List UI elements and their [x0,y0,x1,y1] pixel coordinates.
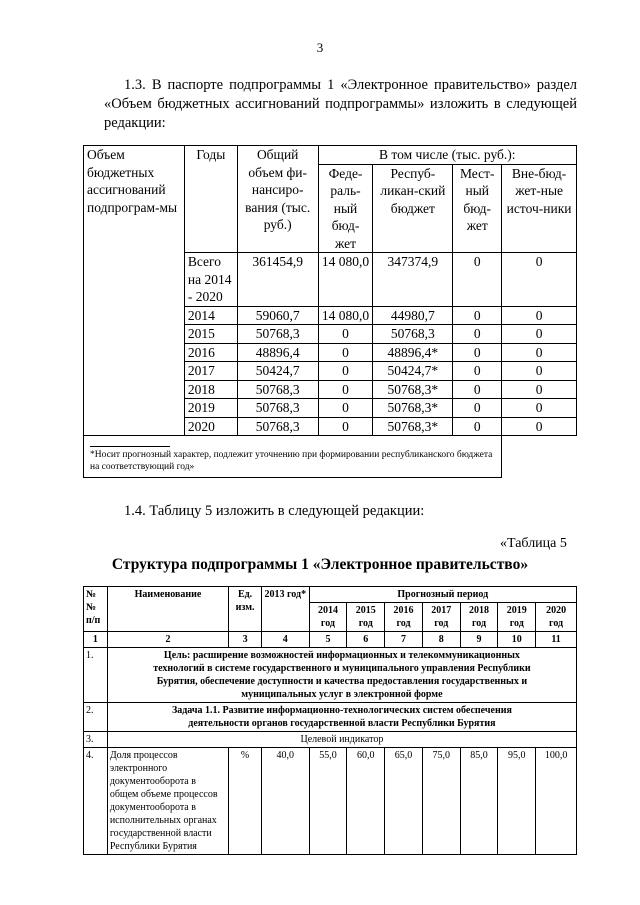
year-cell: 2017 [184,362,237,381]
value-cell: 60,0 [347,748,385,855]
republican-cell: 50768,3* [373,417,453,436]
header-2013: 2013 год* [261,587,309,632]
col-num: 4 [261,632,309,648]
paragraph-1-4: 1.4. Таблицу 5 изложить в следующей редакции: [124,503,425,519]
value-cell: 75,0 [422,748,460,855]
header-forecast: Прогнозный период [309,587,576,603]
extrabudget-cell: 0 [502,399,577,418]
republican-cell: 44980,7 [373,306,453,325]
value-cell: 95,0 [498,748,536,855]
header-year: 2015 год [347,603,385,632]
goal-text: Цель: расширение возможностей информационных и телекоммуникационных технологий в системе государственного и муниципального управления Республики Бурятия, обеспечение доступности и качества предоставления государственных и муниципальных услуг в электронной форме [107,648,576,703]
total-cell: 50768,3 [237,380,318,399]
header-year: 2016 год [385,603,423,632]
indicator-row [84,748,577,855]
republican-cell: 50768,3* [373,380,453,399]
federal-cell: 0 [318,380,373,399]
total-cell: 59060,7 [237,306,318,325]
local-cell: 0 [453,417,502,436]
header-years: Годы [184,146,237,253]
federal-cell: 0 [318,362,373,381]
task-text: Задача 1.1. Развитие информационно-технологических систем обеспечения деятельности органов государственной власти Республики Бурятия [107,703,576,732]
col-num: 9 [460,632,498,648]
budget-table [83,145,577,478]
total-cell: 48896,4 [237,343,318,362]
year-cell: 2016 [184,343,237,362]
indicator-label: Целевой индикатор [107,732,576,748]
goal-row [84,648,577,703]
col-num: 7 [385,632,423,648]
header-unit: Ед. изм. [229,587,262,632]
col-num: 1 [84,632,108,648]
indicator-header-row [84,732,577,748]
value-cell: 85,0 [460,748,498,855]
extrabudget-cell: 0 [502,380,577,399]
footnote-rule [90,446,170,447]
value-cell: 40,0 [261,748,309,855]
col-num: 2 [107,632,228,648]
row-num: 2. [84,703,108,732]
col-num: 10 [498,632,536,648]
value-cell: 100,0 [536,748,577,855]
header-year: 2020 год [536,603,577,632]
footnote-cell [84,436,502,478]
extrabudget-cell: 0 [502,362,577,381]
task-row [84,703,577,732]
extrabudget-cell: 0 [502,343,577,362]
header-republican: Респуб-ликан-ский бюджет [373,164,453,253]
row-num: 4. [84,748,108,855]
federal-cell: 0 [318,417,373,436]
local-cell: 0 [453,362,502,381]
header-year: 2017 год [422,603,460,632]
year-cell: 2020 [184,417,237,436]
year-cell: 2018 [184,380,237,399]
republican-cell: 48896,4* [373,343,453,362]
local-cell: 0 [453,253,502,307]
local-cell: 0 [453,343,502,362]
republican-cell: 50768,3* [373,399,453,418]
row-num: 1. [84,648,108,703]
total-cell: 50424,7 [237,362,318,381]
federal-cell: 0 [318,325,373,344]
federal-cell: 0 [318,399,373,418]
page-number: 3 [316,40,324,55]
value-cell: 65,0 [385,748,423,855]
total-cell: 50768,3 [237,325,318,344]
col-num: 11 [536,632,577,648]
table5-label: «Таблица 5 [500,536,567,551]
header-federal: Феде-раль-ный бюд-жет [318,164,373,253]
header-local: Мест-ный бюд-жет [453,164,502,253]
section-title: Структура подпрограммы 1 «Электронное правительство» [111,556,529,573]
header-year: 2014 год [309,603,347,632]
header-extrabudget: Вне-бюд-жет-ные источ-ники [502,164,577,253]
row-num: 3. [84,732,108,748]
republican-cell: 50424,7* [373,362,453,381]
header-num: №№ п/п [84,587,108,632]
extrabudget-cell: 0 [502,306,577,325]
federal-cell: 14 080,0 [318,306,373,325]
total-cell: 50768,3 [237,399,318,418]
local-cell: 0 [453,325,502,344]
header-budget-volume: Объем бюджетных ассигнований подпрограм-мы [84,146,185,436]
local-cell: 0 [453,380,502,399]
year-cell: Всего на 2014 - 2020 [184,253,237,307]
total-cell: 50768,3 [237,417,318,436]
republican-cell: 347374,9 [373,253,453,307]
extrabudget-cell: 0 [502,325,577,344]
header-total-financing: Общий объем фи-нансиро-вания (тыс. руб.) [237,146,318,253]
indicator-name: Доля процессов электронного документооборота в общем объеме процессов документооборота в исполнительных органах государственной власти Республики Бурятия [107,748,228,855]
col-num: 3 [229,632,262,648]
paragraph-1-3: 1.3. В паспорте подпрограммы 1 «Электронное правительство» раздел «Объем бюджетных ассигнований подпрограммы» изложить в следующей редакции: [104,77,577,131]
year-cell: 2015 [184,325,237,344]
header-name: Наименование [107,587,228,632]
column-number-row [84,632,577,648]
header-year: 2018 год [460,603,498,632]
extrabudget-cell: 0 [502,253,577,307]
year-cell: 2019 [184,399,237,418]
total-cell: 361454,9 [237,253,318,307]
col-num: 5 [309,632,347,648]
unit-cell: % [229,748,262,855]
header-including: В том числе (тыс. руб.): [318,146,576,165]
col-num: 6 [347,632,385,648]
federal-cell: 14 080,0 [318,253,373,307]
republican-cell: 50768,3 [373,325,453,344]
header-year: 2019 год [498,603,536,632]
federal-cell: 0 [318,343,373,362]
col-num: 8 [422,632,460,648]
local-cell: 0 [453,306,502,325]
structure-table [83,586,577,855]
value-cell: 55,0 [309,748,347,855]
footnote-text: *Носит прогнозный характер, подлежит уточнению при формировании республиканского бюджета на соответствующий год» [90,450,493,472]
year-cell: 2014 [184,306,237,325]
local-cell: 0 [453,399,502,418]
extrabudget-cell: 0 [502,417,577,436]
